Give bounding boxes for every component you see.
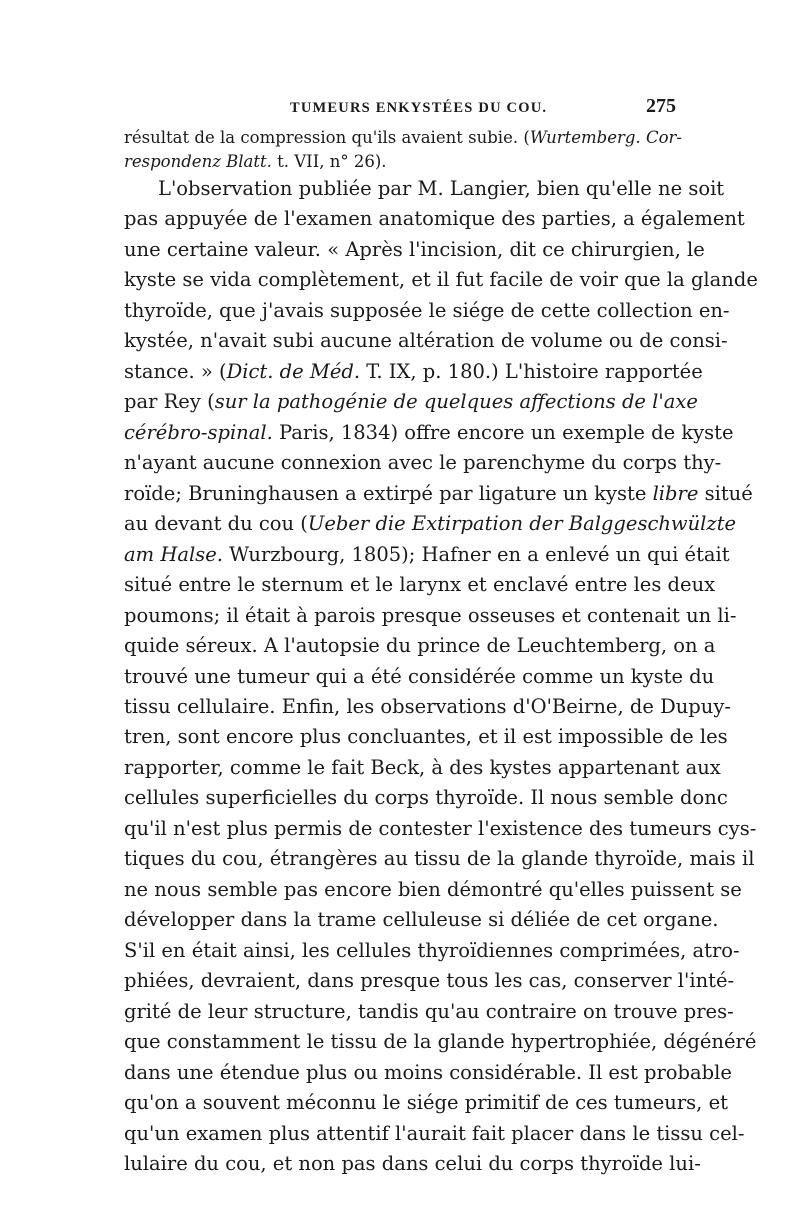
text-line	[124, 1027, 757, 1057]
text-segment: qu'on a souvent méconnu le siége primitif de ces tumeurs, et	[124, 1091, 728, 1115]
text-line	[124, 753, 721, 783]
text-line	[124, 387, 698, 417]
text-segment: roïde; Bruninghausen a extirpé par ligature un kyste	[124, 481, 653, 505]
text-segment: résultat de la compression qu'ils avaient subie. (	[124, 128, 530, 147]
text-line	[124, 936, 740, 966]
text-segment: thyroïde, que j'avais supposée le siége de cette collection en-	[124, 298, 730, 322]
text-segment: grité de leur structure, tandis qu'au contraire on trouve pres-	[124, 999, 734, 1023]
text-line	[124, 265, 758, 295]
text-segment: kyste se vida complètement, et il fut facile de voir que la glande	[124, 268, 758, 292]
text-line	[124, 875, 742, 905]
text-segment: tissu cellulaire. Enfin, les observations d'O'Beirne, de Dupuy-	[124, 694, 731, 718]
text-segment: poumons; il était à parois presque osseuses et contenait un li-	[124, 603, 737, 627]
text-segment: lulaire du cou, et non pas dans celui du corps thyroïde lui-	[124, 1152, 701, 1175]
text-segment: Wurzbourg, 1805); Hafner en a enlevé un qui était	[222, 542, 730, 566]
text-segment: T. IX, p. 180.) L'histoire rapportée	[360, 359, 703, 383]
text-segment: qu'il n'est plus permis de contester l'existence des tumeurs cys-	[124, 816, 757, 840]
text-line	[124, 844, 755, 874]
text-segment: libre	[652, 481, 699, 505]
text-line	[124, 997, 734, 1027]
text-line	[124, 966, 735, 996]
text-line	[124, 662, 715, 692]
text-segment: sur la pathogénie de quelques affections de l'axe	[214, 390, 698, 414]
text-line	[124, 1058, 732, 1088]
text-segment: rapporter, comme le fait Beck, à des kystes appartenant aux	[124, 755, 721, 779]
text-line	[124, 126, 682, 150]
text-segment: Paris, 1834) offre encore un exemple de kyste	[272, 420, 734, 444]
text-line	[124, 150, 682, 174]
text-line	[124, 783, 728, 813]
text-line	[124, 540, 730, 570]
text-segment: que constamment le tissu de la glande hypertrophiée, dégénéré	[124, 1030, 757, 1054]
text-segment: cérébro-spinal.	[124, 420, 273, 444]
text-line	[124, 204, 745, 234]
text-segment: n'ayant aucune connexion avec le parenchyme du corps thy-	[124, 451, 722, 475]
text-segment: une certaine valeur. « Après l'incision, dit ce chirurgien, le	[124, 237, 705, 261]
text-segment: développer dans la trame celluleuse si déliée de cet organe.	[124, 908, 719, 932]
text-line	[124, 479, 753, 509]
text-segment: kystée, n'avait subi aucune altération de volume ou de consi-	[124, 329, 728, 353]
text-line	[124, 1088, 728, 1118]
body-text	[124, 126, 758, 1179]
text-line	[124, 448, 722, 478]
text-segment: Dict. de Méd.	[226, 359, 361, 383]
text-line	[124, 601, 737, 631]
text-segment: tiques du cou, étrangères au tissu de la glande thyroïde, mais il	[124, 847, 755, 871]
text-line	[124, 1119, 745, 1149]
text-segment: au devant du cou (	[124, 512, 308, 536]
text-segment: ne nous semble pas encore bien démontré qu'elles puissent se	[124, 877, 742, 901]
running-title: TUMEURS ENKYSTÉES DU COU.	[290, 100, 548, 116]
text-line	[124, 357, 703, 387]
text-segment: cellules superficielles du corps thyroïde. Il nous semble donc	[124, 786, 728, 810]
text-line	[124, 235, 705, 265]
text-segment: t. VII, n° 26).	[271, 152, 387, 171]
text-segment: par Rey (	[124, 390, 215, 414]
text-segment: trouvé une tumeur qui a été considérée comme un kyste du	[124, 664, 715, 688]
text-line	[124, 692, 731, 722]
text-segment: phiées, devraient, dans presque tous les cas, conserver l'inté-	[124, 969, 735, 993]
text-segment: situé	[698, 481, 753, 505]
text-segment: S'il en était ainsi, les cellules thyroïdiennes comprimées, atro-	[124, 938, 740, 962]
text-segment: L'observation publiée par M. Langier, bien qu'elle ne soit	[158, 177, 725, 200]
running-head	[0, 95, 800, 124]
text-segment: Wurtemberg. Cor-	[529, 128, 682, 147]
text-line	[124, 722, 728, 752]
text-line	[124, 1149, 701, 1179]
text-line	[124, 296, 730, 326]
text-segment: respondenz Blatt.	[124, 152, 272, 171]
text-segment: pas appuyée de l'examen anatomique des parties, a également	[124, 207, 745, 231]
text-line	[124, 326, 728, 356]
text-segment: situé entre le sternum et le larynx et enclavé entre les deux	[124, 573, 716, 597]
text-segment: Ueber die Extirpation der Balggeschwülzte	[307, 512, 737, 536]
text-line	[124, 418, 734, 448]
page-number: 275	[646, 95, 676, 117]
text-line	[124, 570, 716, 600]
text-line	[124, 509, 737, 539]
text-line	[124, 814, 757, 844]
text-segment: dans une étendue plus ou moins considérable. Il est probable	[124, 1060, 732, 1084]
text-line	[124, 631, 716, 661]
text-segment: quide séreux. A l'autopsie du prince de Leuchtemberg, on a	[124, 634, 716, 658]
text-segment: am Halse.	[124, 542, 223, 566]
text-line	[124, 905, 719, 935]
text-line	[124, 174, 725, 204]
text-segment: tren, sont encore plus concluantes, et il est impossible de les	[124, 725, 728, 749]
text-segment: qu'un examen plus attentif l'aurait fait placer dans le tissu cel-	[124, 1121, 745, 1145]
text-segment: stance. » (	[124, 359, 227, 383]
